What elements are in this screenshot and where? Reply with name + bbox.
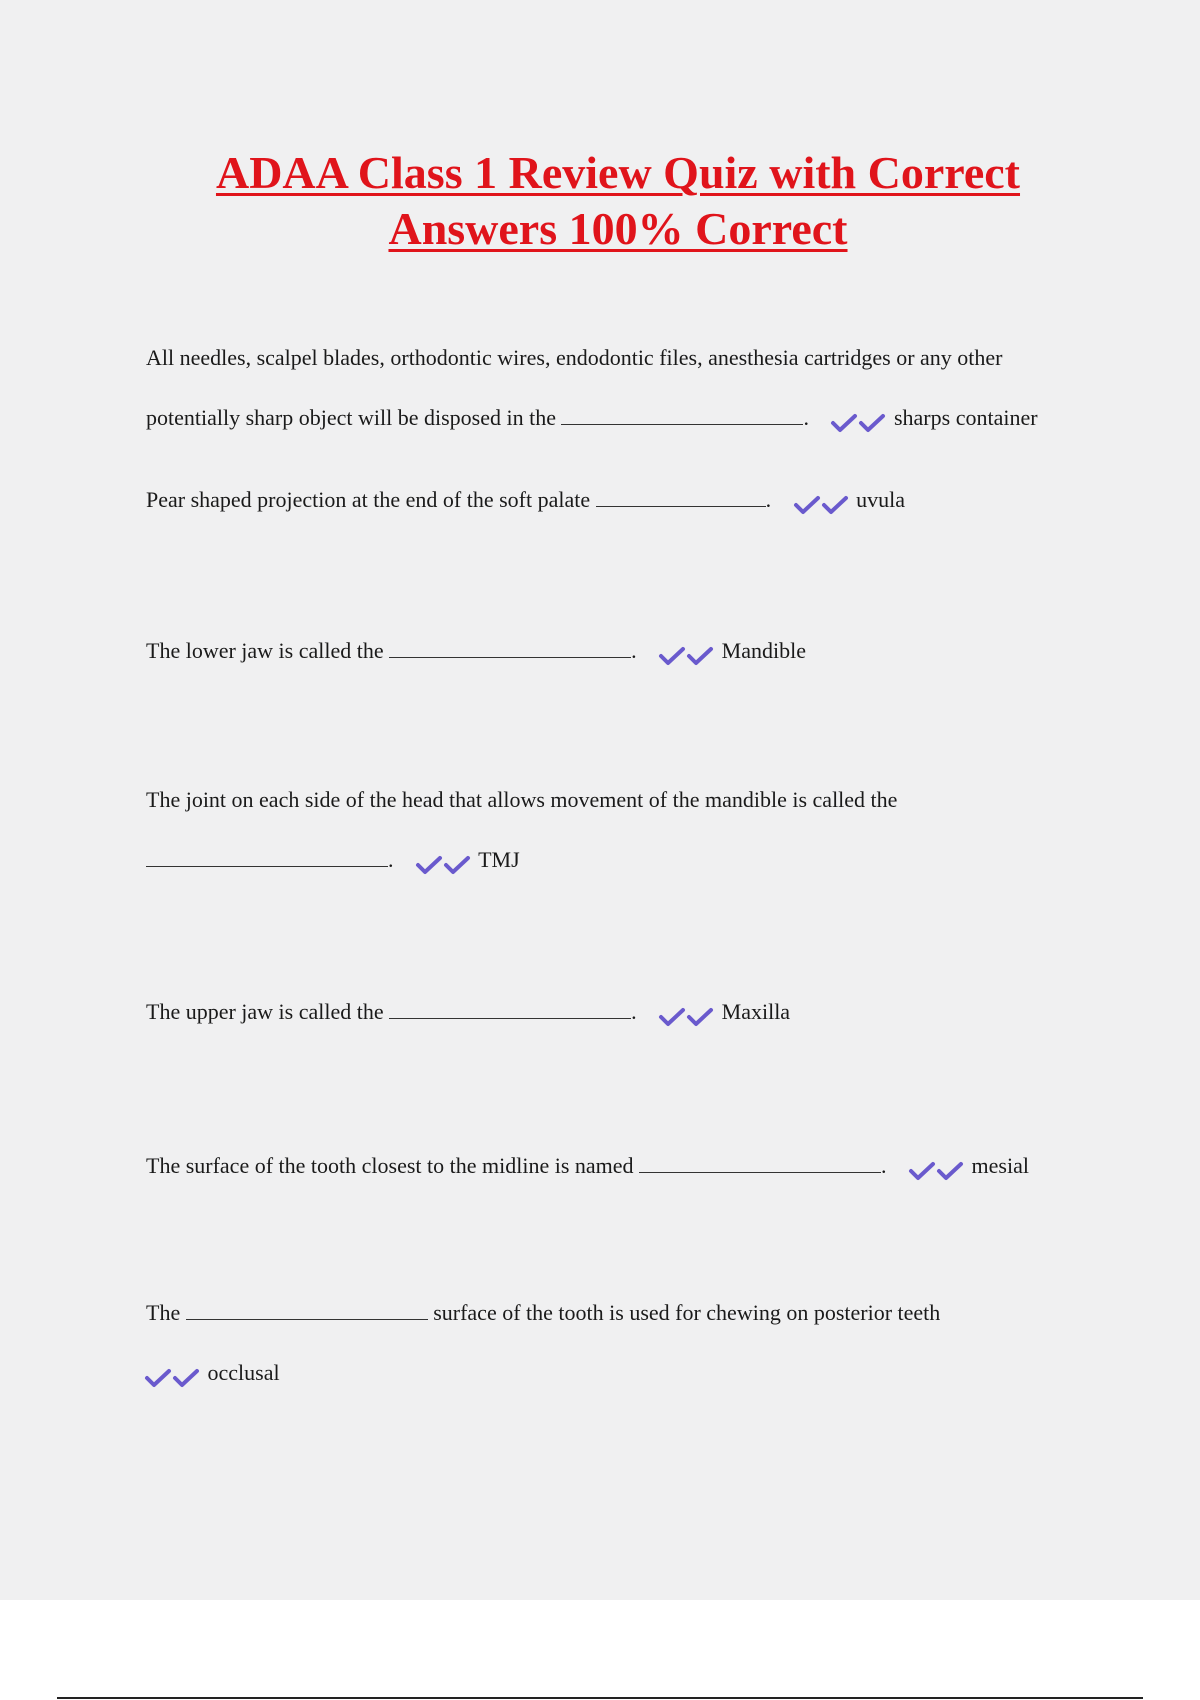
document-title <box>0 145 1200 257</box>
answer-blank <box>186 1299 428 1320</box>
answer-blank <box>596 486 766 507</box>
title-line-1: ADAA Class 1 Review Quiz with Correct <box>215 147 1021 198</box>
footer-divider <box>57 1697 1143 1699</box>
question-2: Pear shaped projection at the end of the soft palate . uvula <box>146 485 905 518</box>
question-6: The surface of the tooth closest to the midline is named . mesial <box>146 1151 1029 1184</box>
double-check-icon <box>658 1000 714 1030</box>
question-7-answer: occlusal <box>207 1360 280 1385</box>
question-1-answer: sharps container <box>893 405 1038 430</box>
title-line-2: Answers 100% Correct <box>388 203 848 254</box>
answer-blank <box>389 637 631 658</box>
question-2-answer: uvula <box>856 487 906 512</box>
question-5: The upper jaw is called the . Maxilla <box>146 997 790 1030</box>
double-check-icon <box>830 406 886 436</box>
question-4-text-line-2: . TMJ <box>146 845 520 878</box>
question-5-answer: Maxilla <box>721 999 791 1024</box>
page-footer <box>0 1600 1200 1700</box>
question-1-text-line-2: potentially sharp object will be disposed in the . sharps container <box>146 403 1038 436</box>
question-1-text-line-1: All needles, scalpel blades, orthodontic wires, endodontic files, anesthesia cartridges or any other <box>146 345 1003 370</box>
question-7-text-line-1: The surface of the tooth is used for chewing on posterior teeth <box>146 1300 941 1325</box>
double-check-icon <box>415 848 471 878</box>
question-4-answer: TMJ <box>478 847 520 872</box>
double-check-icon <box>144 1361 200 1391</box>
question-6-answer: mesial <box>971 1153 1029 1178</box>
question-7-text-line-2 <box>144 1358 280 1391</box>
question-3: The lower jaw is called the . Mandible <box>146 636 806 669</box>
answer-blank <box>639 1152 881 1173</box>
answer-blank <box>561 404 803 425</box>
double-check-icon <box>793 488 849 518</box>
question-3-answer: Mandible <box>721 638 806 663</box>
answer-blank <box>146 846 388 867</box>
question-4-text-line-1: The joint on each side of the head that allows movement of the mandible is called the <box>146 787 898 812</box>
double-check-icon <box>908 1154 964 1184</box>
answer-blank <box>389 998 631 1019</box>
double-check-icon <box>658 639 714 669</box>
